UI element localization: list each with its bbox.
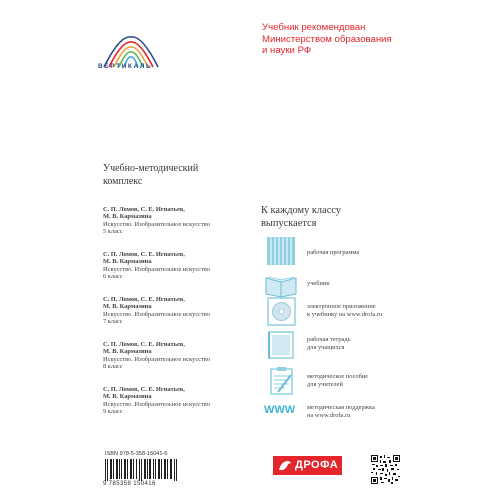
book-subject: Искусство. Изобразительное искусство <box>103 400 210 408</box>
vertical-logo-icon <box>100 22 162 80</box>
book-authors: М. В. Кармазина <box>103 258 152 266</box>
complex-title <box>103 163 253 188</box>
book-subject: Искусство. Изобразительное искусство <box>103 220 210 228</box>
bird-icon <box>277 459 293 472</box>
component-label-line: учебник <box>307 280 330 287</box>
complex-title-line: Учебно-методический <box>103 163 199 174</box>
component-label-line: к учебнику на www.drofa.ru <box>307 310 383 318</box>
book-authors: С. П. Ломов, С. Е. Игнатьев, <box>103 296 185 303</box>
component-label-line: рабочая тетрадь <box>307 336 351 343</box>
complex-title-line: комплекс <box>103 175 143 187</box>
barcode-icon <box>103 459 181 483</box>
book-entry-5 <box>103 206 263 236</box>
component-label-line: рабочая программа <box>307 249 360 256</box>
book-entry-8 <box>103 341 263 371</box>
per-class-title-line: выпускается <box>261 217 317 229</box>
per-class-title-line: К каждому классу <box>261 205 341 216</box>
component-label-line: на www.drofa.ru <box>307 411 351 419</box>
component-label <box>307 303 457 318</box>
component-label-line: методическая поддержка <box>307 404 375 411</box>
component-label-line: для учителей <box>307 380 343 388</box>
program-icon <box>264 236 298 266</box>
barcode-number: 9 785358 150416 <box>103 481 156 487</box>
recommendation-line: Министерством образования <box>262 33 392 45</box>
drofa-logo <box>273 456 342 475</box>
qr-code-icon <box>371 455 400 484</box>
component-label-line: для учащихся <box>307 343 345 351</box>
book-grade: 8 класс <box>103 363 123 371</box>
disc-icon <box>264 297 298 327</box>
book-grade: 9 класс <box>103 408 123 416</box>
book-subject: Искусство. Изобразительное искусство <box>103 355 210 363</box>
book-grade: 5 класс <box>103 228 123 236</box>
manual-icon <box>264 366 298 396</box>
component-label <box>307 336 457 351</box>
component-label-line: электронное приложение <box>307 303 376 310</box>
book-entry-7 <box>103 296 263 326</box>
book-authors: М. В. Кармазина <box>103 213 152 221</box>
book-subject: Искусство. Изобразительное искусство <box>103 310 210 318</box>
logo-text: ВЕРТИКАЛЬ <box>98 63 153 70</box>
book-authors: С. П. Ломов, С. Е. Игнатьев, <box>103 206 185 213</box>
component-label <box>307 404 457 419</box>
book-authors: М. В. Кармазина <box>103 348 152 356</box>
component-label <box>307 249 457 257</box>
book-grade: 6 класс <box>103 273 123 281</box>
recommendation-line: и науки РФ <box>262 45 312 56</box>
book-entry-6 <box>103 251 263 281</box>
book-authors: М. В. Кармазина <box>103 303 152 311</box>
component-label <box>307 280 457 288</box>
book-authors: С. П. Ломов, С. Е. Игнатьев, <box>103 386 185 393</box>
recommendation-line: Учебник рекомендован <box>262 22 366 33</box>
book-authors: С. П. Ломов, С. Е. Игнатьев, <box>103 341 185 348</box>
book-grade: 7 класс <box>103 318 123 326</box>
book-authors: М. В. Кармазина <box>103 393 152 401</box>
book-authors: С. П. Ломов, С. Е. Игнатьев, <box>103 251 185 258</box>
workbook-icon <box>264 330 298 360</box>
textbook-icon <box>264 268 298 298</box>
isbn-text: ISBN 978-5-358-15041-6 <box>105 451 168 457</box>
book-subject: Искусство. Изобразительное искусство <box>103 265 210 273</box>
www-icon: WWW <box>264 404 296 416</box>
recommendation-text <box>262 22 462 57</box>
drofa-logo-text: ДРОФА <box>295 459 339 471</box>
per-class-title <box>261 205 431 230</box>
component-label <box>307 373 457 388</box>
component-label-line: методическое пособие <box>307 373 369 380</box>
book-entry-9 <box>103 386 263 416</box>
